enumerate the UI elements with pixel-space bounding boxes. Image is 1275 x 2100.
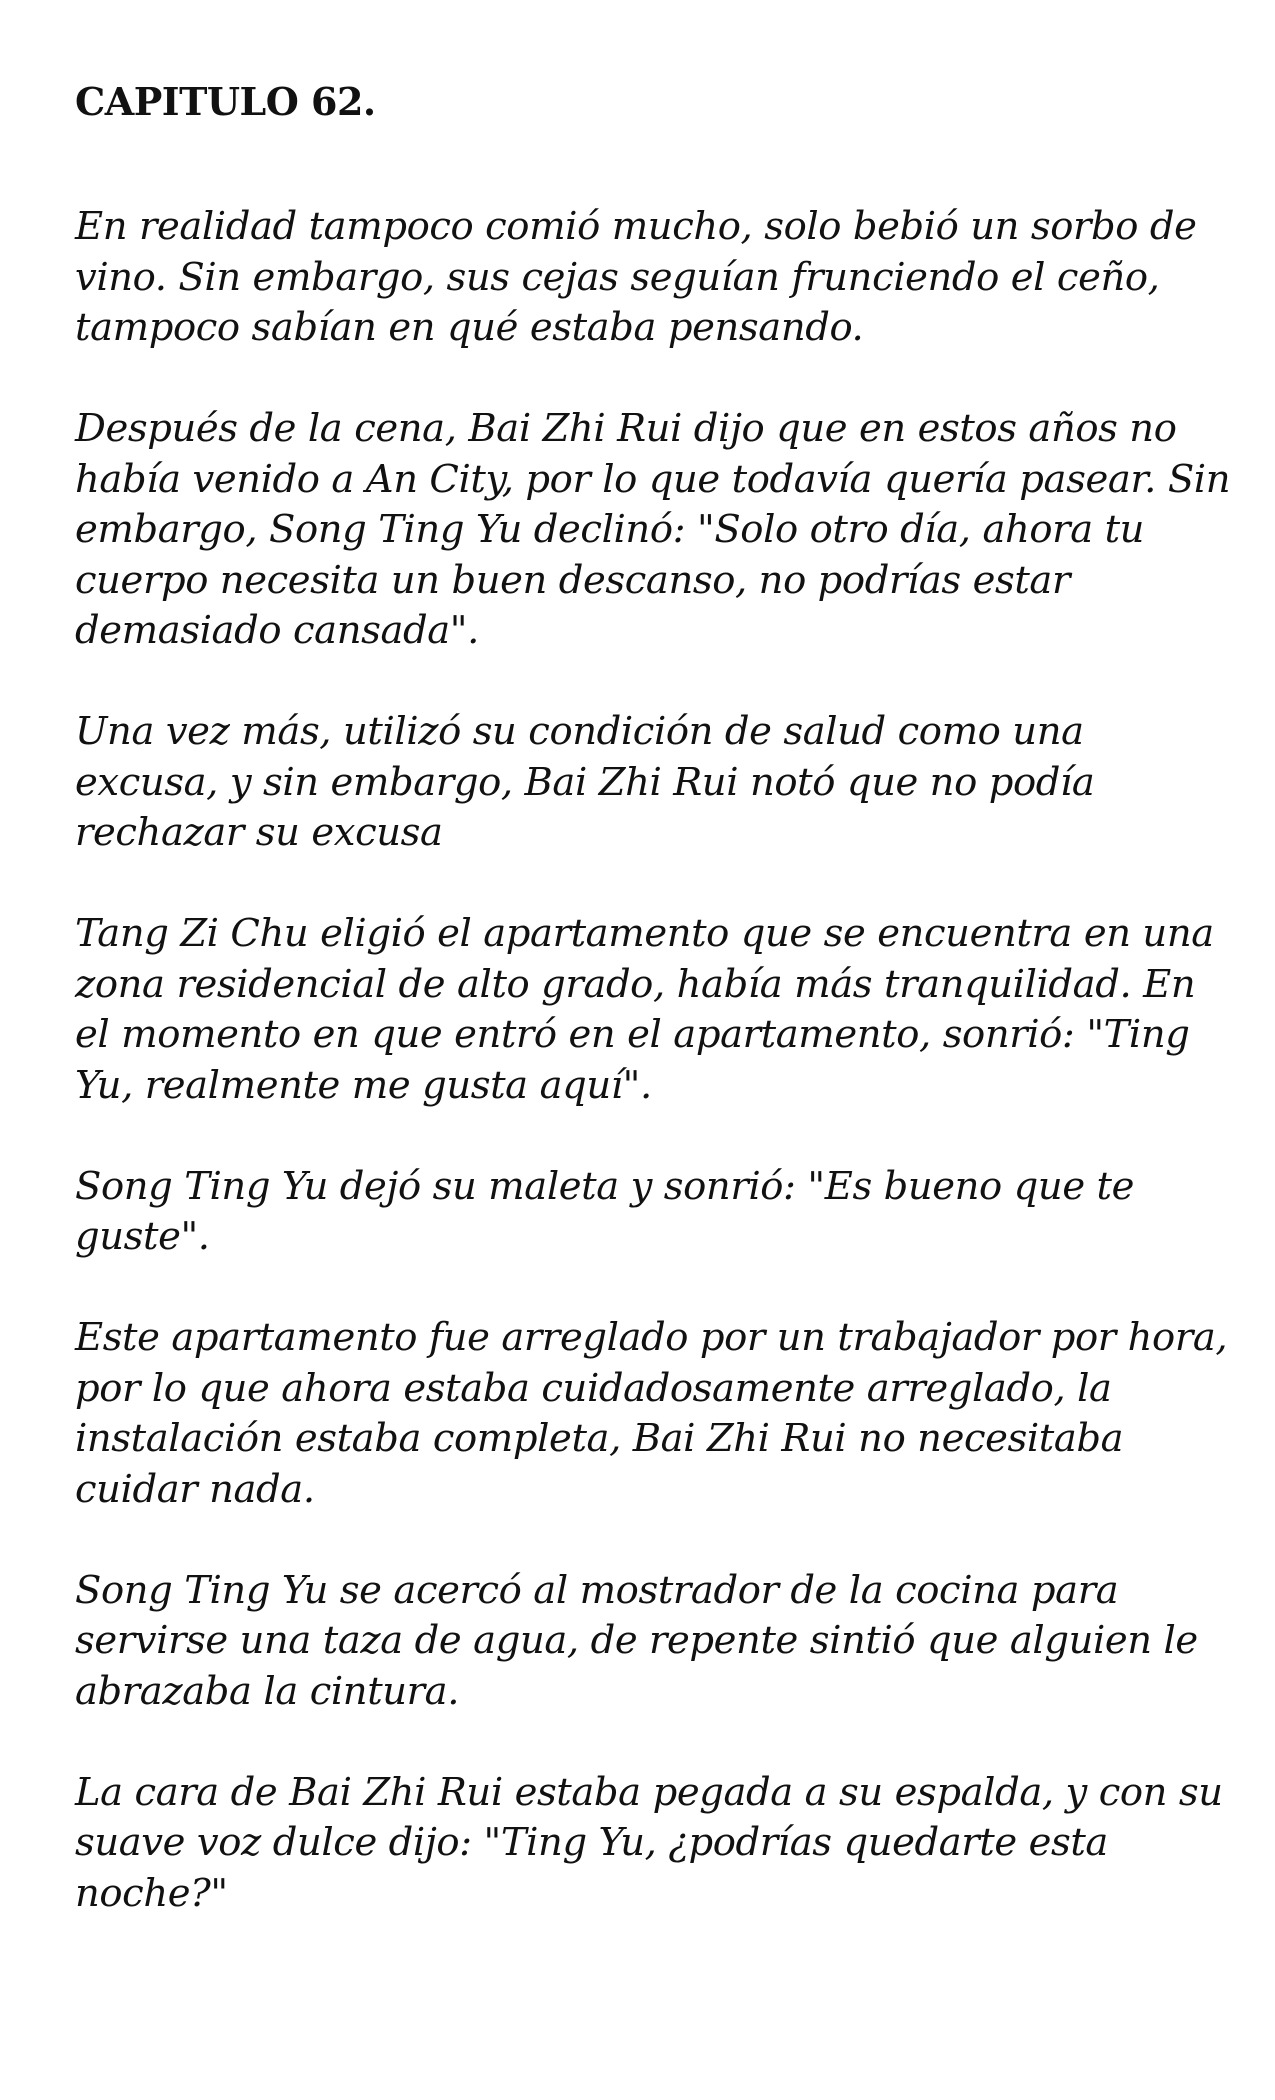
paragraph-6: Este apartamento fue arreglado por un trabajador por hora, por lo que ahora estaba cuidadosamente arreglado, la instalación estaba completa, Bai Zhi Rui no necesitaba cuidar nada. (75, 1315, 1228, 1512)
paragraph-1: En realidad tampoco comió mucho, solo bebió un sorbo de vino. Sin embargo, sus cejas seguían frunciendo el ceño, tampoco sabían en qué estaba pensando. (75, 204, 1197, 350)
chapter-title: CAPITULO 62. (75, 79, 376, 124)
paragraph-7: Song Ting Yu se acercó al mostrador de la cocina para servirse una taza de agua, de repente sintió que alguien le abrazaba la cintura. (75, 1567, 1198, 1714)
paragraph-3: Una vez más, utilizó su condición de salud como una excusa, y sin embargo, Bai Zhi Rui notó que no podía rechazar su excusa (75, 709, 1095, 855)
paragraph-5: Song Ting Yu dejó su maleta y sonrió: "Es bueno que te guste". (75, 1163, 1134, 1259)
paragraph-4: Tang Zi Chu eligió el apartamento que se encuentra en una zona residencial de alto grado, había más tranquilidad. En el momento en que entró en el apartamento, sonrió: "Ting Yu, realmente me gusta aquí". (75, 911, 1214, 1108)
paragraph-2: Después de la cena, Bai Zhi Rui dijo que en estos años no había venido a An City, por lo que todavía quería pasear. Sin embargo, Song Ting Yu declinó: "Solo otro día, ahora tu cuerpo necesita un buen descanso, no podrías estar demasiado cansada". (75, 406, 1231, 653)
paragraph-8: La cara de Bai Zhi Rui estaba pegada a su espalda, y con su suave voz dulce dijo: "Ting Yu, ¿podrías quedarte esta noche?" (75, 1769, 1223, 1916)
